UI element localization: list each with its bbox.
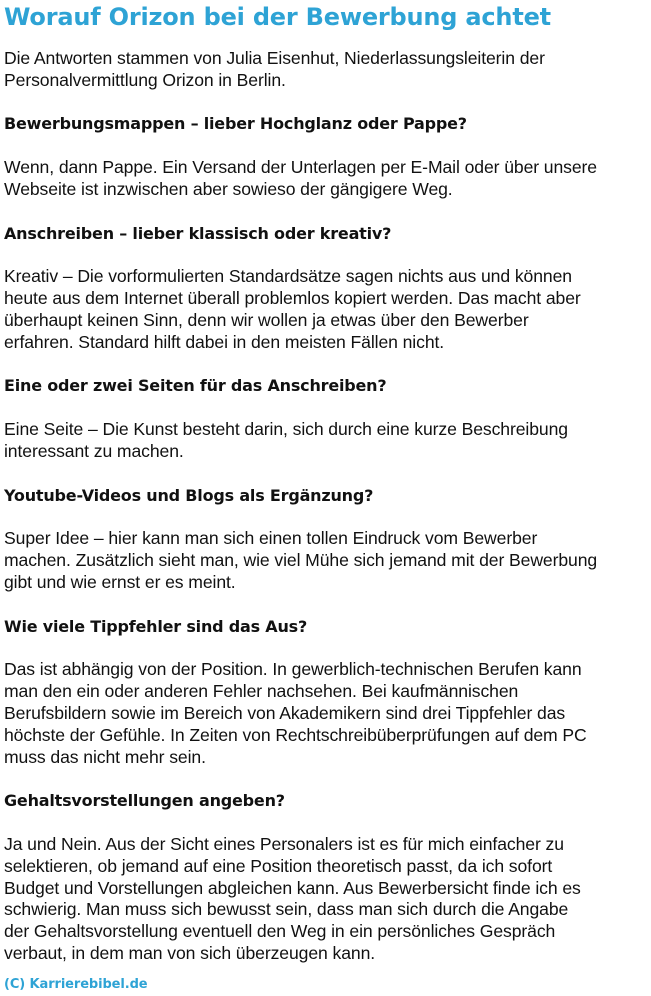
question-heading: Youtube-Videos und Blogs als Ergänzung? [4,485,374,505]
answer-paragraph [4,419,649,463]
qa-section [4,375,649,484]
document [4,0,649,965]
answer-line: überhaupt keinen Sinn, denn wir wollen ja etwas über den Bewerber [4,309,529,330]
answer-line: man den ein oder anderen Fehler nachsehen. Bei kaufmännischen [4,681,519,702]
answer-line: heute aus dem Internet überall problemlos kopiert werden. Das macht aber [4,288,581,309]
answer-line: Super Idee – hier kann man sich einen tollen Eindruck vom Bewerber [4,528,538,549]
intro-paragraph [4,48,649,92]
answer-line: Das ist abhängig von der Position. In gewerblich-technischen Berufen kann [4,659,582,680]
question-heading: Eine oder zwei Seiten für das Anschreiben? [4,376,387,396]
answer-line: höchste der Gefühle. In Zeiten von Rechtschreibüberprüfungen auf dem PC [4,724,587,745]
answer-line: Berufsbildern sowie im Bereich von Akademikern sind drei Tippfehler das [4,702,566,723]
question-heading: Bewerbungsmappen – lieber Hochglanz oder Pappe? [4,114,467,134]
answer-line: selektieren, ob jemand auf eine Position theoretisch passt, da ich sofort [4,855,553,876]
answer-line: Ja und Nein. Aus der Sicht eines Personalers ist es für mich einfacher zu [4,833,564,854]
intro-line: Personalvermittlung Orizon in Berlin. [4,69,286,90]
question-heading: Anschreiben – lieber klassisch oder kreativ? [4,223,392,243]
answer-line: erfahren. Standard hilft dabei in den meisten Fällen nicht. [4,331,445,352]
answer-line: verbaut, in dem man von sich überzeugen kann. [4,942,376,963]
qa-section [4,790,649,965]
answer-line: Kreativ – Die vorformulierten Standardsätze sagen nichts aus und können [4,266,572,287]
answer-line: schwierig. Man muss sich bewusst sein, dass man sich durch die Angabe [4,899,569,920]
answer-line: Wenn, dann Pappe. Ein Versand der Unterlagen per E-Mail oder über unsere [4,157,597,178]
intro-line: Die Antworten stammen von Julia Eisenhut, Niederlassungsleiterin der [4,48,545,68]
qa-section [4,616,649,791]
answer-line: Eine Seite – Die Kunst besteht darin, sich durch eine kurze Beschreibung [4,419,568,440]
qa-section [4,113,649,222]
answer-line: Webseite ist inzwischen aber sowieso der gängigere Weg. [4,178,453,199]
answer-line: interessant zu machen. [4,440,184,461]
answer-line: muss das nicht mehr sein. [4,746,206,767]
answer-line: gibt und wie ernst er es meint. [4,571,236,592]
qa-section [4,485,649,616]
answer-paragraph [4,266,649,353]
qa-section [4,223,649,376]
answer-line: der Gehaltsvorstellung eventuell den Weg in ein persönliches Gespräch [4,921,556,942]
answer-paragraph [4,157,649,201]
question-heading: Wie viele Tippfehler sind das Aus? [4,616,308,636]
answer-line: machen. Zusätzlich sieht man, wie viel Mühe sich jemand mit der Bewerbung [4,550,598,571]
answer-line: Budget und Vorstellungen abgleichen kann. Aus Bewerbersicht finde ich es [4,877,581,898]
copyright-footer: (C) Karrierebibel.de [4,977,148,992]
answer-paragraph [4,834,649,965]
question-heading: Gehaltsvorstellungen angeben? [4,791,285,811]
answer-paragraph [4,528,649,593]
answer-paragraph [4,659,649,768]
page-title: Worauf Orizon bei der Bewerbung achtet [4,3,551,31]
